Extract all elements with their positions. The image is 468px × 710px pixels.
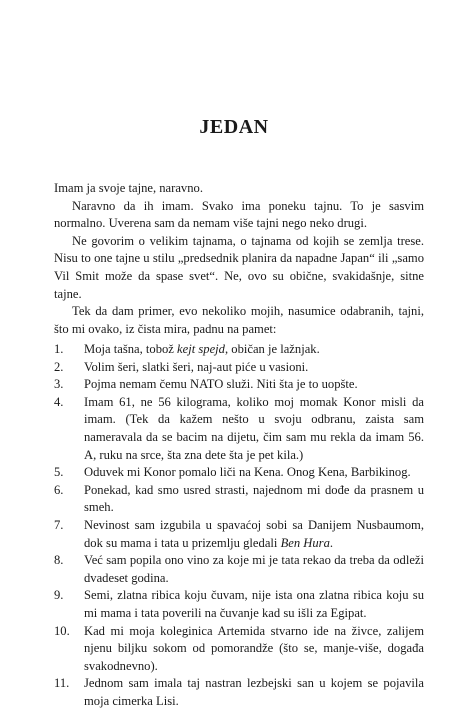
list-item-number: 1.: [54, 342, 64, 356]
list-item-text: [84, 482, 424, 517]
list-item-text: [84, 675, 424, 710]
list-item-text-part: Jednom sam imala taj nastran lezbejski san u kojem se pojavila moja cimerka Lisi.: [84, 676, 424, 708]
secrets-list: [54, 341, 424, 710]
list-item-text-part: Pojma nemam čemu NATO služi. Niti šta je to uopšte.: [84, 377, 358, 392]
list-item-text: [84, 394, 424, 464]
list-item-text-part: Nevinost sam izgubila u spavaćoj sobi sa Danijem Nusbaumom, dok su mama i tata u prizemlju gledali: [84, 517, 424, 550]
list-item-text-part: , običan je lažnjak.: [224, 342, 320, 356]
list-item-number: 11.: [54, 676, 70, 691]
list-item-text: [84, 464, 424, 482]
list-item-number: 7.: [54, 517, 64, 532]
list-item: [54, 675, 424, 710]
list-item: [54, 394, 424, 464]
list-item-text-part: Kad mi moja koleginica Artemida stvarno ide na živce, zalijem njenu biljku sokom od pomorandže (što se, manje-više, događa svakodnevno).: [84, 623, 424, 673]
list-item-text-part: Oduvek mi Konor pomalo liči na Kena. Onog Kena, Barbikinog.: [84, 465, 411, 480]
list-item-number: 9.: [54, 588, 64, 603]
list-item-text-part: Volim šeri, slatki šeri, naj-aut piće u vasioni.: [84, 359, 309, 374]
list-item: [54, 623, 424, 676]
body-text: [54, 180, 424, 338]
list-item: [54, 517, 424, 552]
list-item-number: 6.: [54, 482, 64, 497]
list-item-number: 3.: [54, 377, 64, 392]
list-item-text: [84, 552, 424, 587]
list-item: [54, 482, 424, 517]
list-item-text-part: Ponekad, kad smo usred strasti, najednom mi dođe da prasnem u smeh.: [84, 482, 424, 515]
list-item-text: [84, 517, 424, 552]
list-item-number: 4.: [54, 394, 64, 409]
paragraph: Naravno da ih imam. Svako ima poneku tajnu. To je sasvim normalno. Uverena sam da nemam više tajni nego neko drugi.: [54, 198, 424, 231]
list-item-text-part: Semi, zlatna ribica koju čuvam, nije ista ona zlatna ribica koju su mi mama i tata poverili na čuvanje kad su išli za Egipat.: [84, 588, 424, 620]
list-item-text-part: Već sam popila ono vino za koje mi je tata rekao da treba da odleži dvadeset godina.: [84, 553, 424, 585]
list-item-number: 5.: [54, 465, 64, 480]
list-item-text: [84, 359, 424, 377]
paragraph: Ne govorim o velikim tajnama, o tajnama od kojih se zemlja trese. Nisu to one tajne u stilu „predsednik planira da napadne Japan“ ili „samo Vil Smit može da spase svet“. Ne, ovo su obične, svakidašnje, sitne tajne.: [54, 233, 424, 301]
list-item-text: [84, 587, 424, 622]
list-item-text-part: Imam 61, ne 56 kilograma, koliko moj momak Konor misli da imam. (Tek da kažem nešto u svoju odbranu, zaista sam nameravala da se bacim na dijetu, čim sam mu rekla da imam 56. A, ruku na srce, šta zna dete šta je pet kila.): [84, 394, 424, 462]
list-item: [54, 464, 424, 482]
list-item: [54, 552, 424, 587]
list-item-italic-title: Ben Hura: [280, 535, 330, 550]
list-item: [54, 587, 424, 622]
list-item-text: [84, 341, 424, 359]
list-item: [54, 341, 424, 359]
list-item-text: [84, 376, 424, 394]
list-item-italic-title: kejt spejd: [177, 342, 225, 356]
list-item-number: 2.: [54, 359, 64, 374]
chapter-title: JEDAN: [199, 116, 269, 138]
list-item-number: 8.: [54, 553, 64, 568]
list-item-number: 10.: [54, 623, 70, 638]
list-item: [54, 359, 424, 377]
paragraph: Imam ja svoje tajne, naravno.: [54, 181, 203, 195]
list-item: [54, 376, 424, 394]
list-item-text: [84, 623, 424, 676]
list-item-text-part: Moja tašna, tobož: [84, 342, 178, 356]
list-item-text-part: .: [329, 535, 334, 550]
paragraph: Tek da dam primer, evo nekoliko mojih, nasumice odabranih, tajni, što mi ovako, iz čista mira, padnu na pamet:: [54, 304, 424, 336]
